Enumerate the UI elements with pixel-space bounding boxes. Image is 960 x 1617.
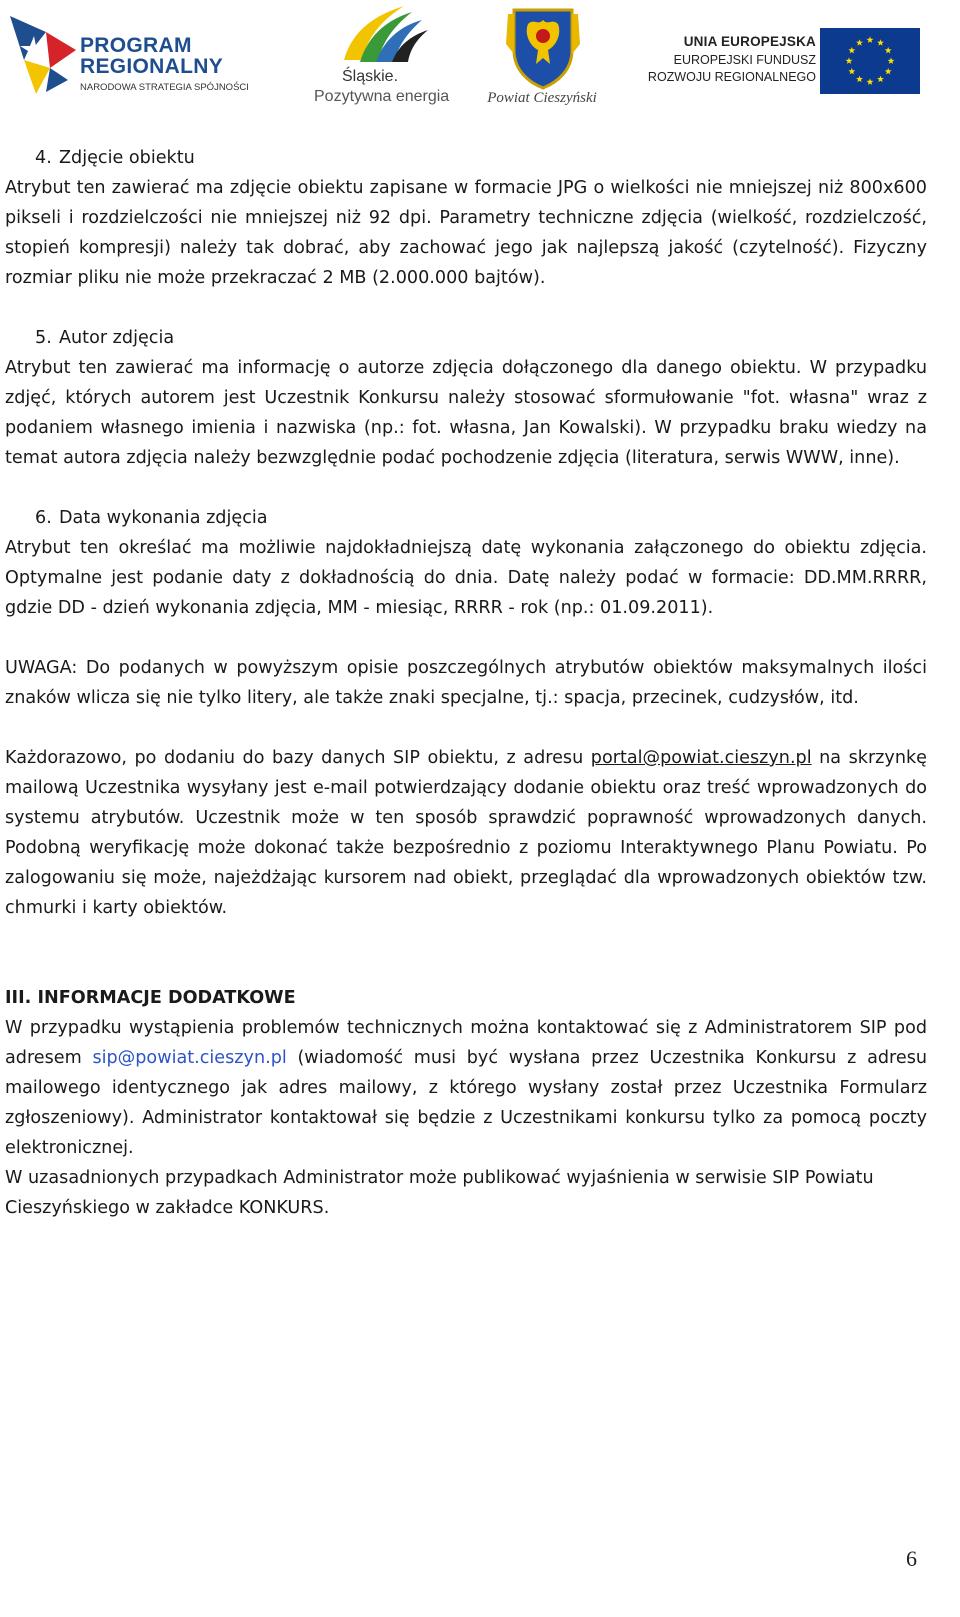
section-5-heading — [5, 323, 927, 353]
section-5-title: Autor zdjęcia — [59, 328, 175, 348]
coat-of-arms-icon — [478, 4, 608, 92]
confirmation-text-before: Każdorazowo, po dodaniu do bazy danych SIP obiektu, z adresu — [5, 748, 591, 768]
additional-info-paragraph-2: W uzasadnionych przypadkach Administrator może publikować wyjaśnienia w serwisie SIP Powiatu Cieszyńskiego w zakładce KONKURS. — [5, 1168, 874, 1218]
program-logo-line2: REGIONALNY — [80, 55, 224, 78]
confirmation-text-after: na skrzynkę mailową Uczestnika wysyłany jest e-mail potwierdzający dodanie obiektu oraz treść wprowadzonych do systemu atrybutów. Uczestnik może w ten sposób sprawdzić poprawność wprowadzonych danych. Podobną weryfikację może dokonać także bezpośrednio z poziomu Interaktywnego Planu Powiatu. Po zalogowaniu się może, najeżdżając kursorem nad obiekt, przeglądać dla wprowadzonych obiektów tzw. chmurki i karty obiektów. — [5, 748, 927, 918]
section-6-title: Data wykonania zdjęcia — [59, 508, 268, 528]
eu-fund-logo — [636, 28, 926, 98]
section-6-body: Atrybut ten określać ma możliwie najdokładniejszą datę wykonania załączonego do obiektu zdjęcia. Optymalne jest podanie daty z dokładnością do dnia. Datę należy podać w formacie: DD.MM.RRRR, gdzie DD - dzień wykonania zdjęcia, MM - miesiąc, RRRR - rok (np.: 01.09.2011). — [5, 538, 927, 618]
section-6-number: 6. — [35, 508, 52, 528]
eu-logo-line1: UNIA EUROPEJSKA — [683, 34, 816, 49]
eu-logo-line2: EUROPEJSKI FUNDUSZ — [673, 53, 816, 67]
section-4-title: Zdjęcie obiektu — [59, 148, 195, 168]
uwaga-note: UWAGA: Do podanych w powyższym opisie poszczególnych atrybutów obiektów maksymalnych ilości znaków wlicza się nie tylko litery, ale także znaki specjalne, tj.: spacja, przecinek, cudzysłów, itd. — [5, 658, 927, 708]
section-4-number: 4. — [35, 148, 52, 168]
slaskie-logo — [312, 2, 450, 112]
slaskie-logo-line1: Śląskie. — [342, 68, 399, 85]
additional-info-before: W przypadku wystąpienia problemów technicznych można kontaktować się z Administratorem SIP pod adresem — [5, 1018, 927, 1068]
section-5-number: 5. — [35, 328, 52, 348]
section-6-heading — [5, 503, 927, 533]
page-number: 6 — [906, 1546, 917, 1571]
confirmation-paragraph — [5, 743, 927, 923]
logo-header — [0, 0, 960, 120]
program-star-icon — [6, 10, 78, 102]
program-logo-line1: PROGRAM — [80, 34, 192, 57]
slaskie-waves-icon — [312, 2, 447, 68]
section-4-body: Atrybut ten zawierać ma zdjęcie obiektu zapisane w formacie JPG o wielkości nie mniejszej niż 800x600 pikseli i rozdzielczości nie mniejszej niż 92 dpi. Parametry techniczne zdjęcia (wielkość, rozdzielczość, stopień kompresji) należy tak dobrać, aby zachować jego jak najlepszą jakość (czytelność). Fizyczny rozmiar pliku nie może przekraczać 2 MB (2.000.000 bajtów). — [5, 178, 927, 288]
powiat-cieszynski-logo — [478, 4, 608, 116]
section-3-title: III. INFORMACJE DODATKOWE — [5, 988, 296, 1008]
powiat-logo-caption: Powiat Cieszyński — [487, 90, 597, 106]
eu-flag-icon — [820, 28, 920, 94]
additional-info-after: (wiadomość musi być wysłana przez Uczestnika Konkursu z adresu mailowego identycznego jak adres mailowy, z którego wysłany został przez Uczestnika Formularz zgłoszeniowy). Administrator kontaktował się będzie z Uczestnikami konkursu tylko za pomocą poczty elektronicznej. — [5, 1048, 928, 1158]
portal-email-link[interactable]: portal@powiat.cieszyn.pl — [590, 748, 812, 768]
eu-logo-line3: ROZWOJU REGIONALNEGO — [647, 70, 816, 84]
document-body — [5, 143, 927, 1223]
section-5-body: Atrybut ten zawierać ma informację o autorze zdjęcia dołączonego dla danego obiektu. W przypadku zdjęć, których autorem jest Uczestnik Konkursu należy stosować sformułowanie "fot. własna" wraz z podaniem własnego imienia i nazwiska (np.: fot. własna, Jan Kowalski). W przypadku braku wiedzy na temat autora zdjęcia należy bezwzględnie podać pochodzenie zdjęcia (literatura, serwis WWW, inne). — [5, 358, 927, 468]
sip-email-link[interactable]: sip@powiat.cieszyn.pl — [92, 1048, 287, 1068]
program-regionalny-logo — [6, 10, 276, 102]
additional-info-paragraph — [5, 1013, 927, 1163]
slaskie-logo-line2: Pozytywna energia — [314, 88, 450, 105]
section-4-heading — [5, 143, 927, 173]
program-logo-line3: NARODOWA STRATEGIA SPÓJNOŚCI — [80, 82, 249, 93]
